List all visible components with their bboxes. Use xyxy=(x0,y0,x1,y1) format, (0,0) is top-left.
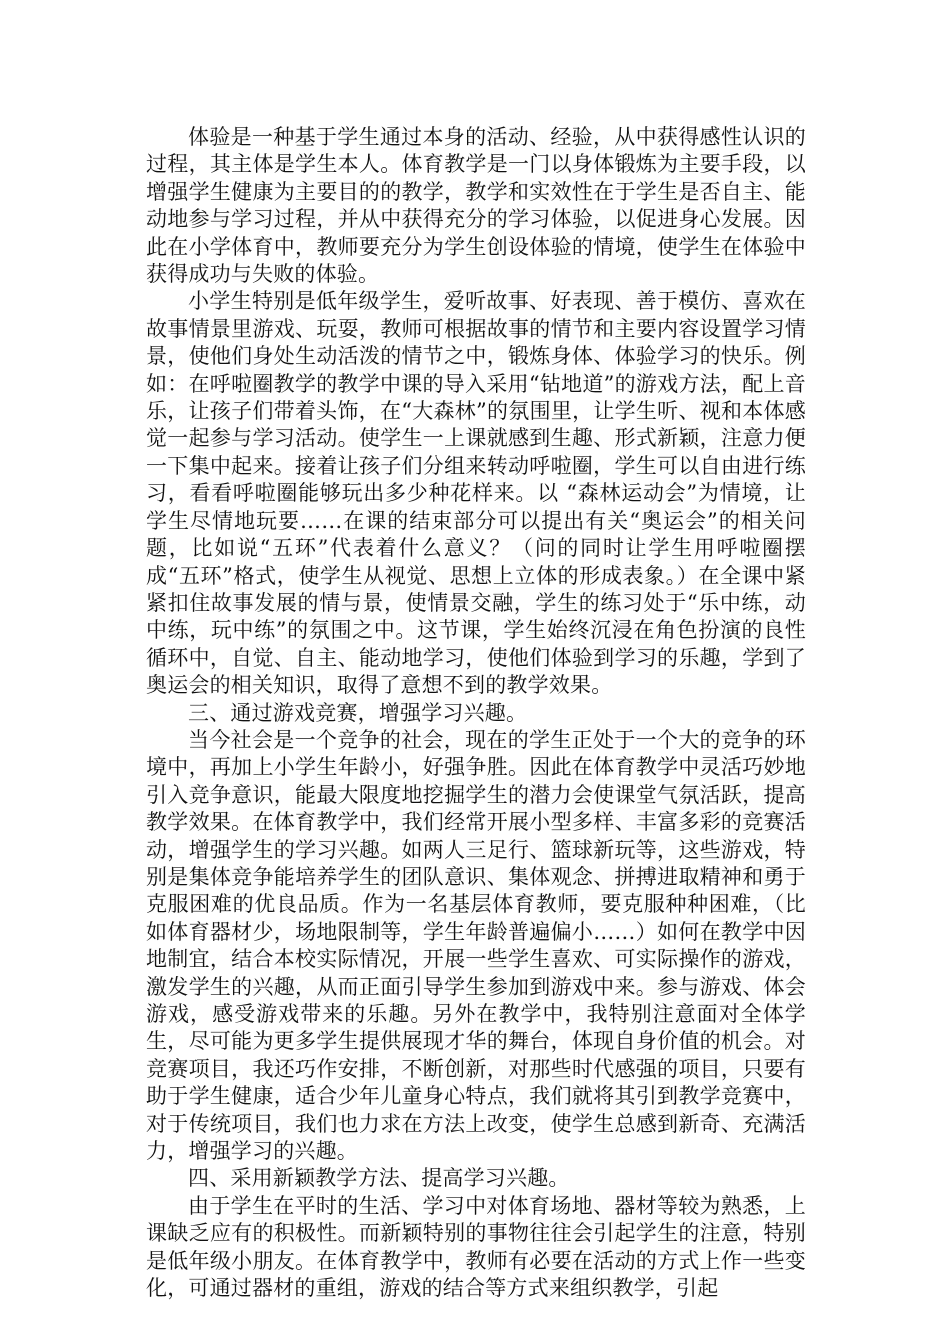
document-body xyxy=(146,124,806,1302)
paragraph-story-scenarios: 小学生特别是低年级学生，爱听故事、好表现、善于模仿、喜欢在故事情景里游戏、玩耍，教师可根据故事的情节和主要内容设置学习情景，使他们身处生动活泼的情节之中，锻炼身体、体验学习的快乐。例如：在呼啦圈教学的教学中课的导入采用“钻地道”的游戏方法，配上音乐，让孩子们带着头饰，在“大森林”的氛围里，让学生听、视和本体感觉一起参与学习活动。使学生一上课就感到生趣、形式新颖，注意力便一下集中起来。接着让孩子们分组来转动呼啦圈，学生可以自由进行练习，看看呼啦圈能够玩出多少种花样来。以 “森林运动会”为情境，让学生尽情地玩要……在课的结束部分可以提出有关“奥运会”的相关问题，比如说“五环”代表着什么意义？（问的同时让学生用呼啦圈摆成“五环”格式，使学生从视觉、思想上立体的形成表象。）在全课中紧紧扣住故事发展的情与景，使情景交融，学生的练习处于“乐中练，动中练，玩中练”的氛围之中。这节课，学生始终沉浸在角色扮演的良性循环中，自觉、自主、能动地学习，使他们体验到学习的乐趣，学到了奥运会的相关知识，取得了意想不到的教学效果。 xyxy=(146,289,806,698)
paragraph-experience: 体验是一种基于学生通过本身的活动、经验，从中获得感性认识的过程，其主体是学生本人。体育教学是一门以身体锻炼为主要手段，以增强学生健康为主要目的的教学，教学和实效性在于学生是否自主、能动地参与学习过程，并从中获得充分的学习体验，以促进身心发展。因此在小学体育中，教师要充分为学生创设体验的情境，使学生在体验中获得成功与失败的体验。 xyxy=(146,125,806,287)
section-heading-new-methods: 四、采用新颖教学方法、提高学习兴趣。 xyxy=(188,1166,570,1191)
section-heading-games-competition: 三、通过游戏竞赛，增强学习兴趣。 xyxy=(188,700,528,725)
paragraph-competition: 当今社会是一个竞争的社会，现在的学生正处于一个大的竞争的环境中，再加上小学生年龄小，好强争胜。因此在体育教学中灵活巧妙地引入竞争意识，能最大限度地挖掘学生的潜力会使课堂气氛活跃，提高教学效果。在体育教学中，我们经常开展小型多样、丰富多彩的竞赛活动，增强学生的学习兴趣。如两人三足行、篮球新玩等，这些游戏，特别是集体竞争能培养学生的团队意识、集体观念、拼搏进取精神和勇于克服困难的优良品质。作为一名基层体育教师，要克服种种困难，（比如体育器材少，场地限制等，学生年龄普遍偏小……）如何在教学中因地制宜，结合本校实际情况，开展一些学生喜欢、可实际操作的游戏，激发学生的兴趣，从而正面引导学生参加到游戏中来。参与游戏、体会游戏，感受游戏带来的乐趣。另外在教学中，我特别注意面对全体学生，尽可能为更多学生提供展现才华的舞台，体现自身价值的机会。对竞赛项目，我还巧作安排，不断创新，对那些时代感强的项目，只要有助于学生健康，适合少年儿童身心特点，我们就将其引到教学竞赛中，对于传统项目，我们也力求在方法上改变，使学生总感到新奇、充满活力，增强学习的兴趣。 xyxy=(146,727,806,1164)
paragraph-new-methods: 由于学生在平时的生活、学习中对体育场地、器材等较为熟悉，上课缺乏应有的积极性。而新颖特别的事物往往会引起学生的注意，特别是低年级小朋友。在体育教学中，教师有必要在活动的方式上作一些变化，可通过器材的重组，游戏的结合等方式来组织教学，引起 xyxy=(146,1193,806,1301)
